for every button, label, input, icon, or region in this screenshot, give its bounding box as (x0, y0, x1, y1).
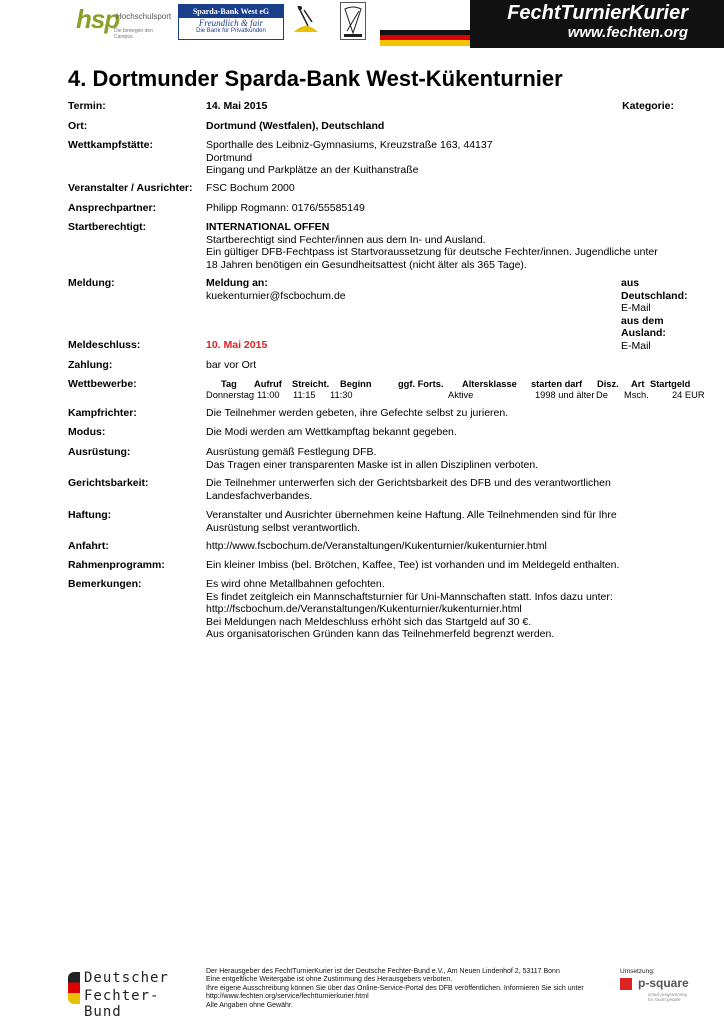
hsp-label: Hochschulsport (116, 12, 172, 21)
meldung-label: Meldung: (68, 277, 115, 289)
psquare-logo (620, 968, 700, 1014)
text-line: Es wird ohne Metallbahnen gefochten. (206, 578, 385, 590)
text-line: Ausrüstung gemäß Festlegung DFB. (206, 446, 377, 458)
text-line: Das Tragen einer transparenten Maske ist in allen Disziplinen verboten. (206, 458, 539, 471)
fechtturnierkurier-banner (380, 0, 724, 48)
dfb-flag-icon (68, 972, 80, 1004)
kategorie-label: Kategorie: (622, 100, 674, 112)
text-line: Aus organisatorischen Gründen kann das Teilnehmerfeld begrenzt werden. (206, 628, 555, 641)
table-header: Aufruf (254, 379, 282, 389)
table-cell: 11:30 (330, 390, 353, 400)
meldeschluss-value: 10. Mai 2015 (206, 339, 268, 351)
veranstalter-label: Veranstalter / Ausrichter: (68, 182, 193, 194)
bemerkungen-value (206, 578, 698, 641)
bemerkungen-label: Bemerkungen: (68, 578, 142, 590)
haftung-value (206, 509, 698, 534)
haftung-label: Haftung: (68, 509, 112, 521)
table-header: Tag (221, 379, 237, 389)
footer-line: Eine entgeltliche Weitergabe ist ohne Zustimmung des Herausgebers verboten. (206, 976, 453, 984)
psquare-icon (620, 978, 632, 990)
psquare-tagline (648, 992, 687, 1002)
footer-line: Ihre eigene Ausschreibung können Sie über das Online-Service-Portal des DFB veröffentlichen. Informieren Sie sich unter (206, 984, 584, 992)
termin-label: Termin: (68, 100, 106, 112)
address-line: Sporthalle des Leibniz-Gymnasiums, Kreuzstraße 163, 44137 (206, 139, 493, 151)
address-line: Dortmund (206, 151, 253, 164)
meldung-email[interactable]: kuekenturnier@fscbochum.de (206, 289, 346, 302)
rahmenprogramm-label: Rahmenprogramm: (68, 559, 165, 571)
wettkampfstaette-label: Wettkampfstätte: (68, 139, 153, 151)
bemerkungen-link[interactable]: http://fscbochum.de/Veranstaltungen/Kukenturnier/kukenturnier.html (206, 603, 522, 616)
startberechtigt-label: Startberechtigt: (68, 221, 147, 233)
ansprechpartner-value: Philipp Rogmann: 0176/55585149 (206, 202, 365, 214)
address-line: Eingang und Parkplätze an der Kuithanstraße (206, 164, 419, 177)
gerichtsbarkeit-label: Gerichtsbarkeit: (68, 477, 149, 489)
aus-ausland-value: E-Mail (621, 339, 651, 352)
footer-line: Der Herausgeber des FechtTurnierKurier ist der Deutsche Fechter-Bund e.V., Am Neuen Lindenhof 2, 53117 Bonn (206, 968, 560, 975)
psquare-tagline-1: smart programming (648, 992, 688, 997)
startberechtigt-heading: INTERNATIONAL OFFEN (206, 221, 330, 233)
text-line: Startberechtigt sind Fechter/innen aus dem In- und Ausland. (206, 233, 486, 246)
page-title: 4. Dortmunder Sparda-Bank West-Kükenturnier (68, 66, 563, 91)
psquare-tagline-2: for smart people (648, 997, 681, 1002)
text-line: Bei Meldungen nach Meldeschluss erhöht sich das Startgeld auf 30 €. (206, 615, 532, 628)
psquare-name: p-square (638, 976, 689, 990)
text-line: Ausrüstung selbst verantwortlich. (206, 521, 361, 534)
dfb-name-line2: Fechter-Bund (84, 988, 160, 1020)
kampfrichter-label: Kampfrichter: (68, 407, 137, 419)
zahlung-label: Zahlung: (68, 359, 113, 371)
ausruestung-label: Ausrüstung: (68, 446, 131, 458)
club-crest-icon (340, 2, 366, 40)
text-line: Die Teilnehmer unterwerfen sich der Gerichtsbarkeit des DFB und des verantwortlichen (206, 477, 611, 489)
sparda-sub: Die Bank für Privatkunden (196, 28, 266, 34)
table-cell: 1998 und älter (535, 390, 595, 400)
footer-text (206, 968, 606, 1010)
ort-value: Dortmund (Westfalen), Deutschland (206, 120, 385, 132)
modus-label: Modus: (68, 426, 106, 438)
veranstalter-value: FSC Bochum 2000 (206, 182, 295, 194)
sparda-slogan: Freundlich & fair (198, 18, 264, 28)
table-header: Startgeld (650, 379, 691, 389)
table-header: Altersklasse (462, 379, 517, 389)
kampfrichter-value: Die Teilnehmer werden gebeten, ihre Gefechte selbst zu jurieren. (206, 407, 509, 419)
hochschulsport-logo (76, 4, 172, 38)
table-cell: 11:15 (293, 390, 316, 400)
table-cell: De (596, 390, 608, 400)
wettbewerbe-row (68, 378, 705, 402)
table-header: Beginn (340, 379, 372, 389)
text-line: Ein gültiger DFB-Fechtpass ist Startvoraussetzung für deutsche Fechter/innen. Jugendliche unter (206, 246, 658, 259)
sparda-name: Sparda-Bank West eG (179, 5, 283, 18)
fk-title: FechtTurnierKurier (507, 2, 688, 24)
ausruestung-value (206, 446, 698, 471)
umsetzung-label: Umsetzung: (620, 968, 655, 975)
dfb-logo (68, 968, 178, 1020)
table-header: Disz. (597, 379, 619, 389)
aus-deutschland-value: E-Mail (621, 302, 651, 315)
table-header: Streicht. (292, 379, 330, 389)
table-cell: 11:00 (257, 390, 280, 400)
sparda-bank-logo (178, 4, 284, 40)
footer-link[interactable]: http://www.fechten.org/service/fechtturnierkurier.html (206, 993, 369, 1001)
text-line: Veranstalter und Ausrichter übernehmen keine Haftung. Alle Teilnehmenden sind für Ihre (206, 509, 617, 521)
page-header (0, 0, 724, 48)
anfahrt-link[interactable]: http://www.fscbochum.de/Veranstaltungen/Kukenturnier/kukenturnier.html (206, 540, 547, 552)
rahmenprogramm-value: Ein kleiner Imbiss (bel. Brötchen, Kaffee, Tee) ist vorhanden und im Meldegeld enthalten. (206, 559, 620, 571)
modus-value: Die Modi werden am Wettkampftag bekannt gegeben. (206, 426, 457, 438)
hsp-sublabel: Die bewegen den Campus (114, 28, 153, 40)
fk-url[interactable]: www.fechten.org (567, 24, 688, 41)
footer-line: Alle Angaben ohne Gewähr. (206, 1001, 293, 1009)
meldeschluss-label: Meldeschluss: (68, 339, 141, 351)
table-cell: Msch. (624, 390, 649, 400)
table-header: starten darf (531, 379, 583, 389)
fencer-emblem-icon (290, 2, 322, 36)
aus-deutschland-label: aus Deutschland: (621, 277, 688, 302)
ansprechpartner-label: Ansprechpartner: (68, 202, 157, 214)
aus-ausland-label: aus dem Ausland: (621, 314, 666, 340)
termin-value: 14. Mai 2015 (206, 100, 268, 112)
wettkampfstaette-value (206, 139, 698, 177)
text-line: 18 Jahren benötigen ein Gesundheitsattest (nicht älter als 365 Tage). (206, 258, 527, 271)
meldung-an: Meldung an: (206, 277, 268, 289)
table-cell: 24 EUR (672, 390, 705, 400)
ort-label: Ort: (68, 120, 88, 132)
gerichtsbarkeit-value (206, 477, 698, 502)
table-cell: Donnerstag (206, 390, 255, 400)
table-header: Art (631, 379, 645, 389)
text-line: Es findet zeitgleich ein Mannschaftsturnier für Uni-Mannschaften statt. Infos dazu unter: (206, 590, 613, 603)
anfahrt-label: Anfahrt: (68, 540, 109, 552)
startberechtigt-value (206, 221, 698, 271)
zahlung-value: bar vor Ort (206, 359, 257, 371)
hsp-logo-text: hsp (76, 4, 120, 34)
dfb-name-line1: Deutscher (84, 970, 169, 986)
wettbewerbe-label: Wettbewerbe: (68, 378, 137, 390)
table-cell: Aktive (448, 390, 474, 400)
text-line: Landesfachverbandes. (206, 489, 313, 502)
table-header: ggf. Forts. (398, 379, 444, 389)
